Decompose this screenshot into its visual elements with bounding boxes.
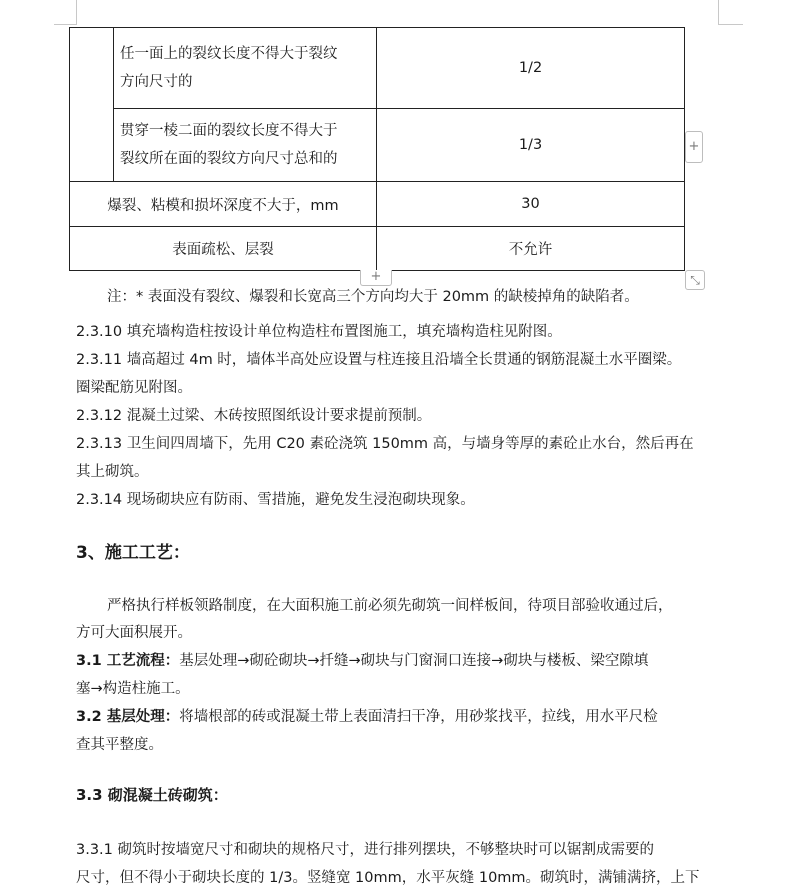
section-3-2-text: 将墙根部的砖或混凝土带上表面清扫干净，用砂浆找平，拉线，用水平尺检 (179, 709, 658, 725)
table-cell-value: 1/3 (377, 109, 685, 182)
table-cell-desc (114, 109, 377, 182)
section-3-intro-cont: 方可大面积展开。 (76, 625, 192, 641)
table-row (70, 109, 685, 182)
table-note: 注：* 表面没有裂纹、爆裂和长宽高三个方向均大于 20mm 的缺棱掉角的缺陷者。 (107, 289, 639, 305)
cell-text: 任一面上的裂纹长度不得大于裂纹 (120, 46, 338, 62)
section-3-1-cont: 塞→构造柱施工。 (76, 681, 190, 697)
table-cell-value: 30 (377, 182, 685, 227)
defect-table (69, 27, 685, 271)
table-cell-value: 不允许 (377, 227, 685, 271)
paragraph-2-3-13-cont: 其上砌筑。 (76, 464, 149, 480)
paragraph-3-3-1-cont: 尺寸，但不得小于砌块长度的 1/3。竖缝宽 10mm，水平灰缝 10mm。砌筑时，满铺满挤，上下 (76, 870, 700, 886)
page-margin-mark-top-left (54, 0, 77, 25)
cell-text: 裂纹所在面的裂纹方向尺寸总和的 (120, 151, 338, 167)
section-3-2-cont: 查其平整度。 (76, 737, 163, 753)
table-resize-handle[interactable] (685, 270, 705, 290)
paragraph-2-3-12: 2.3.12 混凝土过梁、木砖按照图纸设计要求提前预制。 (76, 408, 432, 424)
paragraph-2-3-11: 2.3.11 墙高超过 4m 时，墙体半高处应设置与柱连接且沿墙全长贯通的钢筋混凝土水平圈梁。 (76, 352, 682, 368)
table-cell-value: 1/2 (377, 28, 685, 109)
table-row (70, 227, 685, 271)
paragraph-2-3-13: 2.3.13 卫生间四周墙下，先用 C20 素砼浇筑 150mm 高，与墙身等厚的素砼止水台，然后再在 (76, 436, 694, 452)
section-3-2-line (76, 705, 658, 726)
section-3-heading: 3、施工工艺： (76, 543, 190, 563)
paragraph-2-3-10: 2.3.10 填充墙构造柱按设计单位构造柱布置图施工，填充墙构造柱见附图。 (76, 324, 562, 340)
paragraph-2-3-14: 2.3.14 现场砌块应有防雨、雪措施，避免发生浸泡砌块现象。 (76, 492, 475, 508)
cell-text: 方向尺寸的 (120, 74, 193, 90)
resize-icon: ⤡ (690, 273, 700, 287)
table-cell-desc: 爆裂、粘模和损坏深度不大于，mm (70, 182, 377, 227)
section-3-3-heading: 3.3 砌混凝土砖砌筑： (76, 786, 228, 804)
section-3-1-line (76, 649, 648, 670)
merged-category-cell (70, 28, 114, 182)
add-row-button[interactable] (360, 270, 392, 286)
plus-icon: + (688, 139, 700, 154)
paragraph-2-3-11-cont: 圈梁配筋见附图。 (76, 380, 192, 396)
table-cell-desc: 表面疏松、层裂 (70, 227, 377, 271)
section-3-1-text: 基层处理→砌砼砌块→扦缝→砌块与门窗洞口连接→砌块与楼板、梁空隙填 (179, 653, 649, 669)
section-3-2-label: 3.2 基层处理： (76, 709, 180, 725)
table-cell-desc (114, 28, 377, 109)
section-3-1-label: 3.1 工艺流程： (76, 653, 180, 669)
page-margin-mark-top-right (718, 0, 743, 25)
plus-icon: + (370, 269, 382, 284)
table-row (70, 28, 685, 109)
table-row (70, 182, 685, 227)
section-3-intro: 严格执行样板领路制度，在大面积施工前必须先砌筑一间样板间，待项目部验收通过后， (107, 598, 673, 614)
paragraph-3-3-1: 3.3.1 砌筑时按墙宽尺寸和砌块的规格尺寸，进行排列摆块，不够整块时可以锯割成需要的 (76, 842, 654, 858)
cell-text: 贯穿一棱二面的裂纹长度不得大于 (120, 123, 338, 139)
add-column-button[interactable] (685, 131, 703, 163)
